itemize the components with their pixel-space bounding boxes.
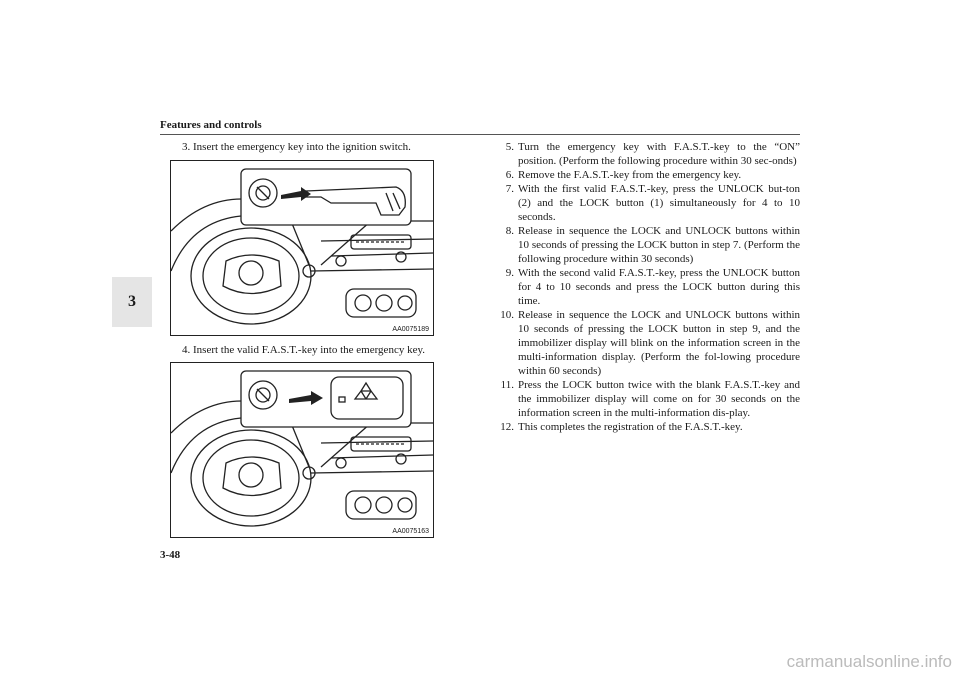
procedure-steps <box>490 140 800 434</box>
step-text: Turn the emergency key with F.A.S.T.-key to the “ON” position. (Perform the following procedure within 30 sec-onds) <box>518 141 800 167</box>
step-number: 9. <box>505 267 514 279</box>
header-rule <box>160 134 800 135</box>
step-4-caption: 4. Insert the valid F.A.S.T.-key into the emergency key. <box>182 344 425 356</box>
step-number: 7. <box>505 183 514 195</box>
step-number: 5. <box>505 141 514 153</box>
step-text: With the second valid F.A.S.T.-key, press the UNLOCK button for 4 to 10 seconds and press the LOCK button during this time. <box>518 267 800 307</box>
step-number: 10. <box>500 309 514 321</box>
step-text: With the first valid F.A.S.T.-key, press the UNLOCK but-ton (2) and the LOCK button (1) simultaneously for 4 to 10 seconds. <box>518 183 800 223</box>
figure-insert-fast-key <box>170 362 434 538</box>
list-item <box>490 182 800 224</box>
step-text: This completes the registration of the F.A.S.T.-key. <box>518 421 743 433</box>
watermark: carmanualsonline.info <box>786 652 952 671</box>
dashboard-illustration <box>171 363 433 537</box>
list-item <box>490 308 800 378</box>
list-item <box>490 420 800 434</box>
step-text: Release in sequence the LOCK and UNLOCK buttons within 10 seconds of pressing the LOCK button in step 9, and the immobilizer display will blink on the information screen in the multi-information display. (Perform the fol-lowing procedure within 60 seconds) <box>518 309 800 377</box>
section-header: Features and controls <box>160 119 262 131</box>
step-number: 8. <box>505 225 514 237</box>
list-item <box>490 378 800 420</box>
figure-insert-emergency-key <box>170 160 434 336</box>
step-number: 11. <box>500 379 514 391</box>
figure-1-code: AA0075189 <box>392 326 429 333</box>
list-item <box>490 266 800 308</box>
step-number: 12. <box>500 421 514 433</box>
step-3-caption: 3. Insert the emergency key into the ignition switch. <box>182 141 411 153</box>
step-text: Press the LOCK button twice with the blank F.A.S.T.-key and the immobilizer display will come on for 30 seconds on the information screen in the multi-information dis-play. <box>518 379 800 419</box>
chapter-tab: 3 <box>112 277 152 327</box>
list-item <box>490 168 800 182</box>
figure-2-code: AA0075163 <box>392 528 429 535</box>
step-text: Remove the F.A.S.T.-key from the emergency key. <box>518 169 742 181</box>
step-text: Release in sequence the LOCK and UNLOCK buttons within 10 seconds of pressing the LOCK button in step 7. (Perform the following procedure within 30 seconds) <box>518 225 800 265</box>
page-number: 3-48 <box>160 549 181 561</box>
dashboard-illustration <box>171 161 433 335</box>
list-item <box>490 224 800 266</box>
step-number: 6. <box>505 169 514 181</box>
list-item <box>490 140 800 168</box>
